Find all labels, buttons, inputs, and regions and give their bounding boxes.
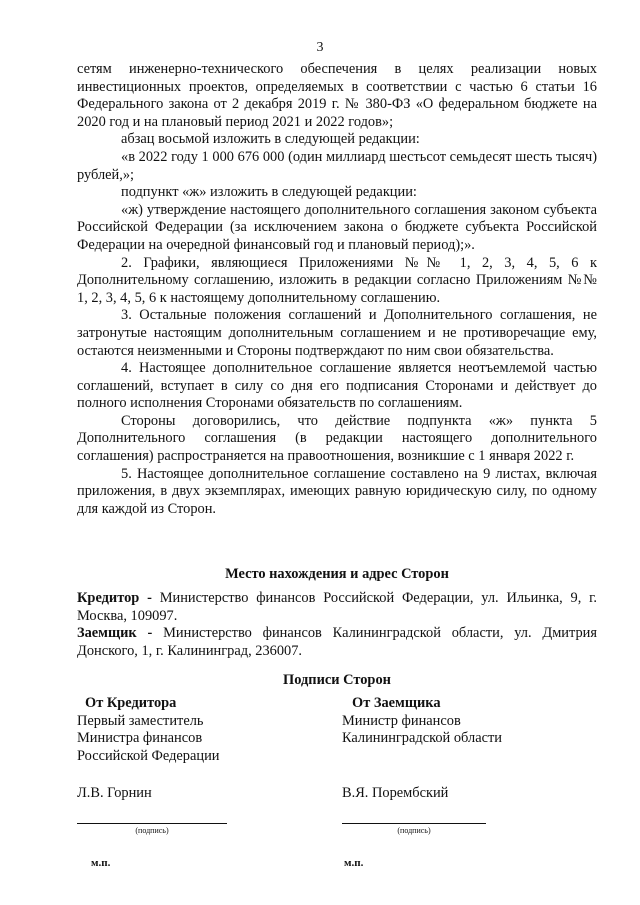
agreement-body bbox=[77, 61, 597, 518]
creditor-signature-caption: (подпись) bbox=[135, 826, 169, 835]
page-number: 3 bbox=[316, 40, 324, 55]
borrower-text: Министерство финансов Калининградской области, ул. Дмитрия Донского, 1, г. Калининград, 236007. bbox=[77, 625, 597, 659]
body-paragraph: 4. Настоящее дополнительное соглашение является неотъемлемой частью соглашений, вступает в силу со дня его подписания Сторонами и действует до полного исполнения Сторонами обязательств по соглашениям. bbox=[77, 360, 597, 412]
parties-addresses bbox=[77, 590, 597, 660]
borrower-stamp-place: м.п. bbox=[344, 857, 364, 869]
creditor-position: Министра финансов bbox=[77, 730, 203, 747]
body-paragraph: абзац восьмой изложить в следующей редакции: bbox=[121, 131, 420, 148]
creditor-signature-block bbox=[77, 695, 327, 765]
body-paragraph: «в 2022 году 1 000 676 000 (один миллиард шестьсот семьдесят шесть тысяч) рублей,»; bbox=[77, 148, 597, 183]
borrower-label: Заемщик - bbox=[77, 625, 153, 642]
body-paragraph: Стороны договорились, что действие подпункта «ж» пункта 5 Дополнительного соглашения (в редакции настоящего дополнительного соглашения) распространяется на правоотношения, возникшие с 1 января 2022 г. bbox=[77, 412, 597, 465]
creditor-address bbox=[77, 590, 597, 625]
creditor-title: От Кредитора bbox=[85, 695, 177, 711]
body-paragraph: сетям инженерно-технического обеспечения в целях реализации новых инвестиционных проектов, определяемых в соответствии с частью 6 статьи 16 Федерального закона от 2 декабря 2019 г. № 380-ФЗ «О федеральном бюджете на 2020 год и на плановый период 2021 и 2022 годов»; bbox=[77, 61, 597, 130]
borrower-address bbox=[77, 625, 597, 660]
creditor-label: Кредитор - bbox=[77, 590, 152, 606]
addresses-heading: Место нахождения и адрес Сторон bbox=[225, 566, 449, 582]
body-paragraph: 3. Остальные положения соглашений и Дополнительного соглашения, не затронутые настоящим дополнительным соглашением и не противоречащие ему, остаются неизменными и Стороны подтверждают по ним свои обязательства. bbox=[77, 307, 597, 359]
body-paragraph: 2. Графики, являющиеся Приложениями №№ 1, 2, 3, 4, 5, 6 к Дополнительному соглашению, изложить в редакции согласно Приложениям №№ 1, 2, 3, 4, 5, 6 к настоящему дополнительному соглашению. bbox=[77, 254, 597, 306]
borrower-signature-line bbox=[342, 823, 486, 824]
creditor-position: Российской Федерации bbox=[77, 747, 220, 764]
creditor-signature-line bbox=[77, 823, 227, 824]
creditor-position: Первый заместитель bbox=[77, 712, 204, 729]
creditor-stamp-place: м.п. bbox=[91, 857, 111, 869]
borrower-position: Министр финансов bbox=[342, 712, 461, 729]
borrower-signatory-name: В.Я. Порембский bbox=[342, 785, 449, 801]
body-paragraph: подпункт «ж» изложить в следующей редакции: bbox=[121, 184, 417, 201]
creditor-signatory-name: Л.В. Горнин bbox=[77, 785, 152, 801]
borrower-position: Калининградской области bbox=[342, 730, 502, 747]
signatures-heading: Подписи Сторон bbox=[283, 672, 391, 688]
body-paragraph: 5. Настоящее дополнительное соглашение составлено на 9 листах, включая приложения, в двух экземплярах, имеющих равную юридическую силу, по одному для каждой из Сторон. bbox=[77, 465, 597, 517]
borrower-signature-caption: (подпись) bbox=[397, 826, 431, 835]
borrower-title: От Заемщика bbox=[352, 695, 441, 711]
borrower-signature-block bbox=[342, 695, 597, 748]
creditor-text: Министерство финансов Российской Федерации, ул. Ильинка, 9, г. Москва, 109097. bbox=[77, 590, 598, 624]
body-paragraph: «ж) утверждение настоящего дополнительного соглашения законом субъекта Российской Федерации (за исключением закона о бюджете субъекта Российской Федерации на очередной финансовый год и плановый период);». bbox=[77, 201, 597, 253]
